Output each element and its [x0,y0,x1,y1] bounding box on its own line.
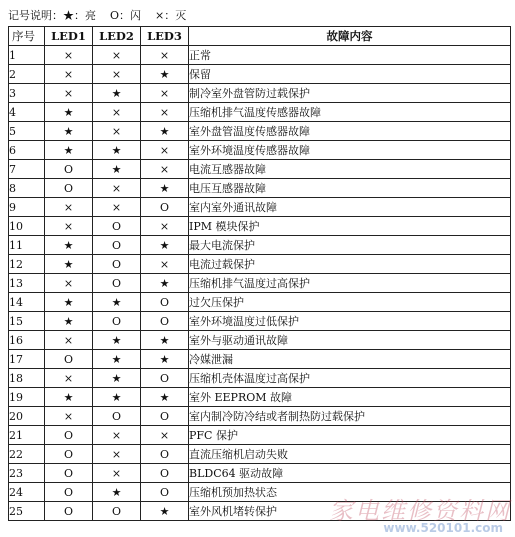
fault-description: 制冷室外盘管防过载保护 [189,84,511,103]
led3-state: O [141,464,189,483]
table-row [9,217,511,236]
led2-state: O [93,236,141,255]
led3-state: O [141,312,189,331]
led2-state: ★ [93,160,141,179]
led3-state: × [141,141,189,160]
led1-state: ★ [45,388,93,407]
fault-description: 室内室外通讯故障 [189,198,511,217]
led1-state: O [45,445,93,464]
led2-state: O [93,312,141,331]
led2-state: × [93,445,141,464]
row-number: 5 [9,122,45,141]
legend [8,4,186,26]
led1-state: O [45,179,93,198]
table-row [9,46,511,65]
row-number: 11 [9,236,45,255]
header-fault-content: 故障内容 [189,27,511,46]
led3-state: × [141,103,189,122]
row-number: 14 [9,293,45,312]
legend-title: 记号说明： [8,9,63,22]
header-led1: LED1 [45,27,93,46]
fault-description: 冷媒泄漏 [189,350,511,369]
led1-state: × [45,274,93,293]
fault-description: 室外环境温度过低保护 [189,312,511,331]
table-row [9,179,511,198]
led2-state: × [93,46,141,65]
fault-description: 压缩机排气温度传感器故障 [189,103,511,122]
table-row [9,369,511,388]
row-number: 23 [9,464,45,483]
legend-flash: O：闪 [110,9,142,22]
fault-description: 室外盘管温度传感器故障 [189,122,511,141]
table-row [9,388,511,407]
row-number: 25 [9,502,45,521]
led2-state: ★ [93,141,141,160]
led1-state: × [45,407,93,426]
table-row [9,350,511,369]
led3-state: O [141,407,189,426]
table-row [9,84,511,103]
led3-state: ★ [141,388,189,407]
led2-state: ★ [93,84,141,103]
led1-state: × [45,369,93,388]
table-row [9,445,511,464]
row-number: 7 [9,160,45,179]
led1-state: × [45,217,93,236]
fault-description: 直流压缩机启动失败 [189,445,511,464]
led2-state: × [93,198,141,217]
legend-off: ×：灭 [155,9,187,22]
table-row [9,198,511,217]
header-led2: LED2 [93,27,141,46]
fault-description: 电压互感器故障 [189,179,511,198]
row-number: 20 [9,407,45,426]
led1-state: × [45,331,93,350]
row-number: 15 [9,312,45,331]
table-row [9,236,511,255]
legend-on: ★：亮 [63,9,96,22]
header-led3: LED3 [141,27,189,46]
row-number: 13 [9,274,45,293]
row-number: 18 [9,369,45,388]
led1-state: ★ [45,236,93,255]
watermark-text: 家电维修资料网 [329,497,511,525]
led3-state: O [141,369,189,388]
table-body [9,46,511,521]
led1-state: ★ [45,122,93,141]
table-row [9,160,511,179]
led1-state: O [45,426,93,445]
led2-state: O [93,407,141,426]
table-row [9,65,511,84]
led1-state: ★ [45,312,93,331]
fault-description: 室外环境温度传感器故障 [189,141,511,160]
table-row [9,122,511,141]
watermark-url: www.520101.com [383,521,503,535]
fault-description: 保留 [189,65,511,84]
row-number: 10 [9,217,45,236]
led1-state: ★ [45,293,93,312]
header-no: 序号 [9,27,45,46]
table-row [9,141,511,160]
row-number: 19 [9,388,45,407]
fault-description: 室外风机堵转保护 [189,502,511,521]
table-row [9,274,511,293]
fault-description: 压缩机壳体温度过高保护 [189,369,511,388]
led2-state: O [93,274,141,293]
table-header-row [9,27,511,46]
led3-state: ★ [141,122,189,141]
led1-state: O [45,502,93,521]
row-number: 24 [9,483,45,502]
led3-state: × [141,255,189,274]
led2-state: O [93,502,141,521]
led3-state: ★ [141,65,189,84]
fault-description: BLDC64 驱动故障 [189,464,511,483]
fault-description: 过欠压保护 [189,293,511,312]
table-row [9,407,511,426]
led3-state: × [141,426,189,445]
led2-state: × [93,464,141,483]
row-number: 1 [9,46,45,65]
led1-state: × [45,65,93,84]
table-row [9,312,511,331]
fault-code-table [8,26,511,521]
table-row [9,293,511,312]
led1-state: × [45,46,93,65]
led2-state: ★ [93,331,141,350]
fault-description: IPM 模块保护 [189,217,511,236]
table-row [9,103,511,122]
led3-state: ★ [141,179,189,198]
table-row [9,502,511,521]
led3-state: ★ [141,502,189,521]
led3-state: × [141,217,189,236]
led2-state: ★ [93,483,141,502]
fault-description: 最大电流保护 [189,236,511,255]
led1-state: × [45,198,93,217]
fault-description: PFC 保护 [189,426,511,445]
row-number: 8 [9,179,45,198]
led3-state: ★ [141,274,189,293]
row-number: 2 [9,65,45,84]
fault-description: 压缩机排气温度过高保护 [189,274,511,293]
fault-description: 室内制冷防冷结或者制热防过载保护 [189,407,511,426]
table-row [9,464,511,483]
fault-description: 电流互感器故障 [189,160,511,179]
fault-description: 正常 [189,46,511,65]
led3-state: × [141,46,189,65]
led3-state: × [141,160,189,179]
led2-state: ★ [93,293,141,312]
row-number: 6 [9,141,45,160]
led1-state: ★ [45,103,93,122]
row-number: 17 [9,350,45,369]
led1-state: ★ [45,141,93,160]
row-number: 12 [9,255,45,274]
led1-state: O [45,350,93,369]
led1-state: O [45,160,93,179]
row-number: 21 [9,426,45,445]
fault-description: 压缩机预加热状态 [189,483,511,502]
table-row [9,426,511,445]
row-number: 3 [9,84,45,103]
led2-state: × [93,65,141,84]
table-row [9,255,511,274]
fault-description: 电流过载保护 [189,255,511,274]
led2-state: × [93,122,141,141]
led3-state: O [141,445,189,464]
led3-state: ★ [141,350,189,369]
row-number: 4 [9,103,45,122]
led2-state: ★ [93,350,141,369]
led3-state: ★ [141,236,189,255]
led1-state: O [45,483,93,502]
led1-state: O [45,464,93,483]
led2-state: × [93,426,141,445]
led1-state: ★ [45,255,93,274]
table-row [9,331,511,350]
row-number: 16 [9,331,45,350]
table-row [9,483,511,502]
led2-state: ★ [93,388,141,407]
fault-description: 室外与驱动通讯故障 [189,331,511,350]
led2-state: O [93,217,141,236]
led3-state: O [141,483,189,502]
led1-state: × [45,84,93,103]
led3-state: × [141,84,189,103]
led3-state: O [141,293,189,312]
led2-state: × [93,179,141,198]
led3-state: O [141,198,189,217]
row-number: 9 [9,198,45,217]
led3-state: ★ [141,331,189,350]
row-number: 22 [9,445,45,464]
fault-description: 室外 EEPROM 故障 [189,388,511,407]
led2-state: ★ [93,369,141,388]
led2-state: × [93,103,141,122]
led2-state: O [93,255,141,274]
